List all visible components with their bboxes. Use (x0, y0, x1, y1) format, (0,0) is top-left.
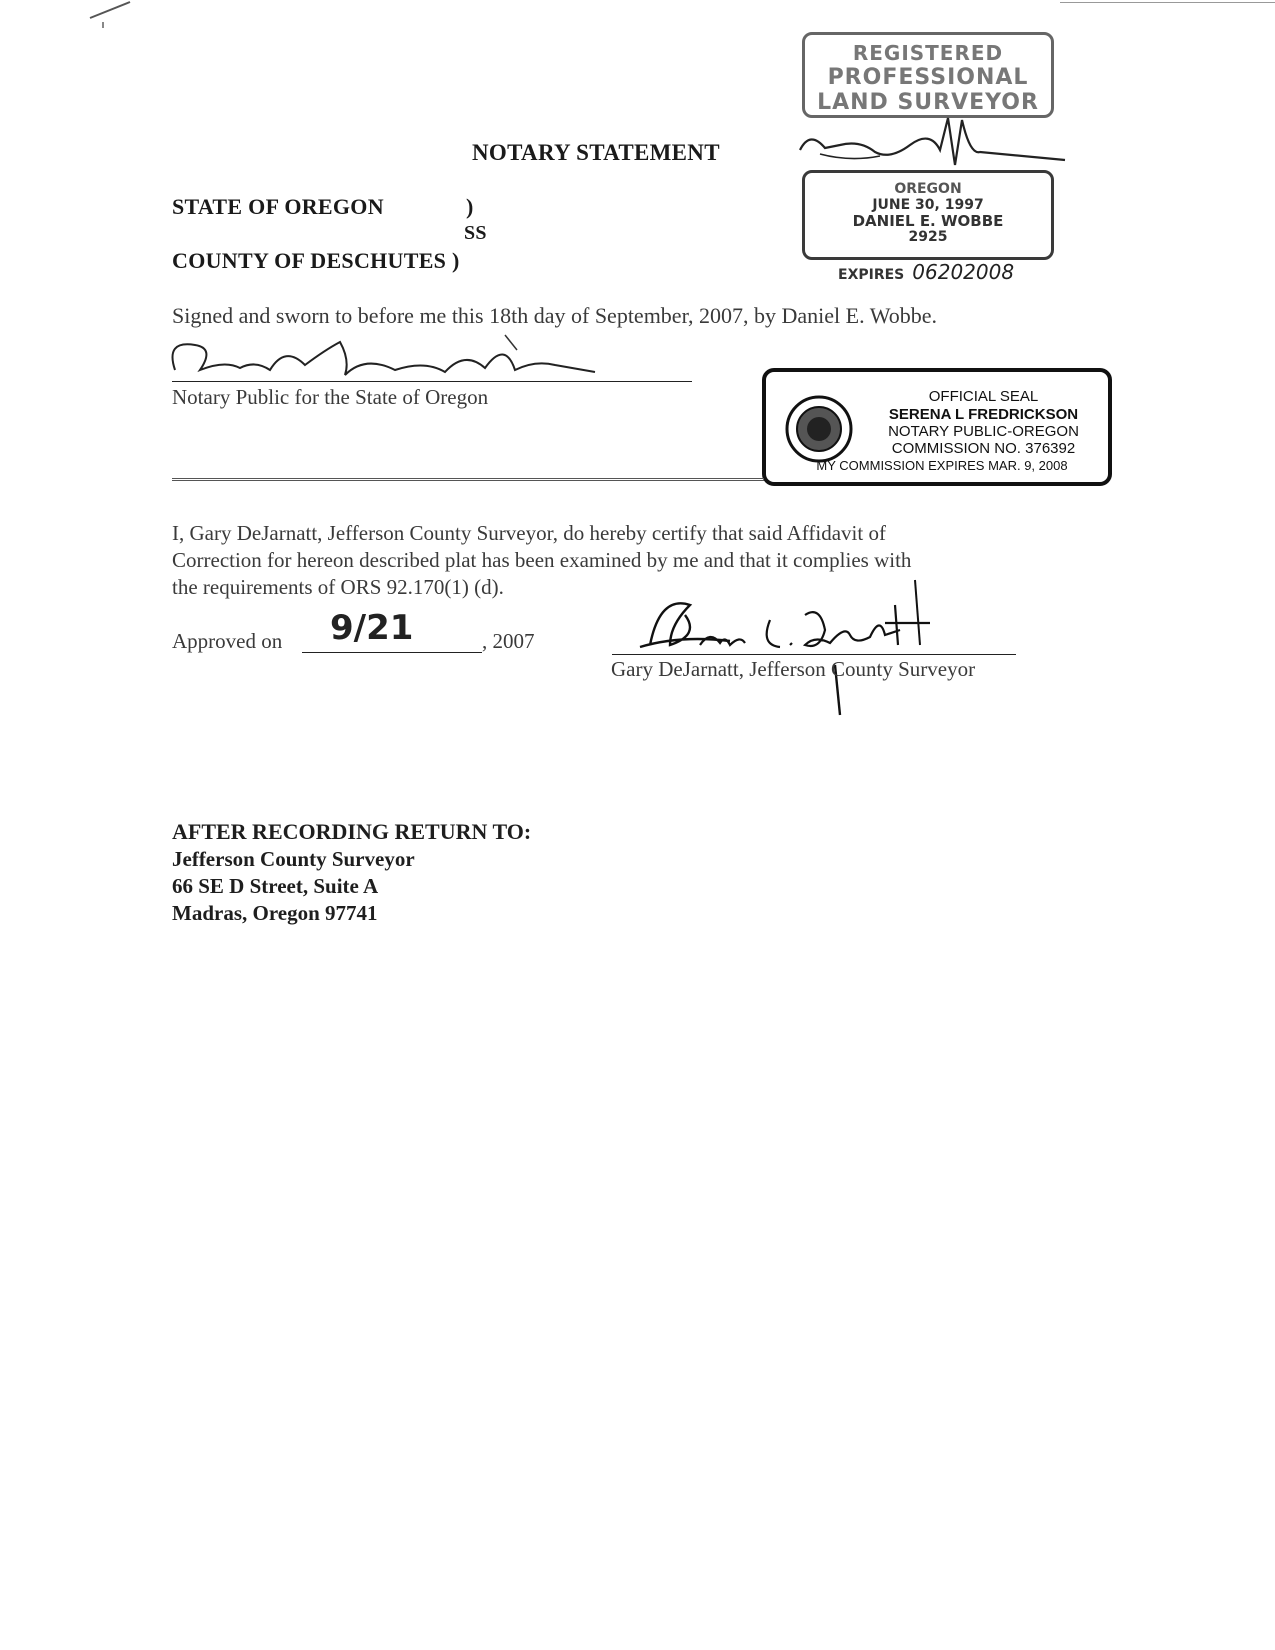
approved-label: Approved on (172, 629, 283, 653)
seal-line-3: NOTARY PUBLIC-OREGON (888, 423, 1079, 440)
official-seal (762, 368, 1112, 486)
seal-line-4: COMMISSION NO. 376392 (891, 440, 1076, 457)
surveyor-signature-line (612, 654, 1016, 655)
scan-mark (85, 0, 135, 30)
seal-line-1: OFFICIAL SEAL (928, 388, 1039, 405)
approved-date-line (302, 652, 482, 653)
seal-line-5: MY COMMISSION EXPIRES MAR. 9, 2008 (816, 458, 1068, 473)
stamp-name: DANIEL E. WOBBE (852, 212, 1004, 230)
venue-ss: SS (464, 222, 487, 244)
approved-year: , 2007 (482, 629, 535, 653)
surveyor-stamp (790, 28, 1070, 290)
notary-signature (165, 330, 635, 385)
stamp-bottom-box (802, 170, 1054, 260)
stamp-expires-label: EXPIRES (838, 267, 905, 283)
stamp-date: JUNE 30, 1997 (872, 197, 984, 213)
certification-line-3: the requirements of ORS 92.170(1) (d). (172, 575, 504, 599)
return-line-2: 66 SE D Street, Suite A (172, 874, 379, 898)
seal-line-2: SERENA L FREDRICKSON (888, 406, 1079, 423)
surveyor-caption: Gary DeJarnatt, Jefferson County Surveyor (611, 657, 976, 681)
stamp-expires-value: 06202008 (912, 260, 1015, 284)
stamp-expires (838, 260, 1068, 284)
notary-caption: Notary Public for the State of Oregon (172, 385, 489, 409)
stamp-number: 2925 (908, 229, 948, 245)
stamp-top-box (802, 32, 1054, 118)
notary-signature-line (172, 381, 692, 382)
return-line-3: Madras, Oregon 97741 (172, 901, 378, 925)
approved-date-value: 9/21 (330, 608, 414, 648)
section-divider (172, 478, 764, 481)
sworn-statement: Signed and sworn to before me this 18th day of September, 2007, by Daniel E. Wobbe. (172, 303, 937, 328)
stamp-line-professional: PROFESSIONAL (827, 65, 1029, 90)
venue-paren: ) (466, 194, 474, 219)
return-heading: AFTER RECORDING RETURN TO: (172, 819, 532, 844)
stamp-state: OREGON (894, 181, 962, 197)
certification-line-1: I, Gary DeJarnatt, Jefferson County Surveyor, do hereby certify that said Affidavit of (172, 521, 886, 545)
county-surveyor-signature (630, 575, 950, 725)
certification-line-2: Correction for hereon described plat has been examined by me and that it complies with (172, 548, 912, 572)
stamp-line-registered: REGISTERED (852, 41, 1004, 65)
notary-title: NOTARY STATEMENT (472, 140, 720, 165)
county-line: COUNTY OF DESCHUTES ) (172, 248, 460, 273)
return-line-1: Jefferson County Surveyor (172, 847, 415, 871)
stamp-line-land-surveyor: LAND SURVEYOR (817, 90, 1039, 115)
state-seal-emblem (784, 394, 854, 464)
state-line: STATE OF OREGON (172, 194, 384, 219)
top-edge-line (1060, 2, 1275, 3)
